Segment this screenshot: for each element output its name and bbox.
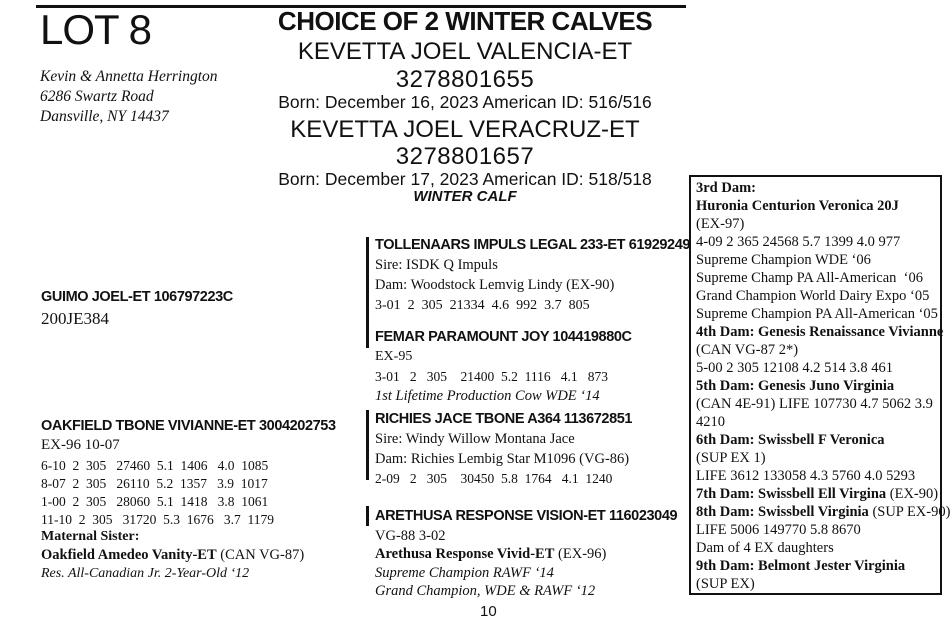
maternal-sister: [41, 547, 304, 564]
d6-record: LIFE 3612 133058 4.3 5760 4.0 5293: [696, 468, 916, 484]
mgd-dam-name: Arethusa Response Vivid-ET: [375, 546, 555, 562]
owner-city: Dansville, NY 14437: [40, 108, 169, 125]
mgd-dam-class: (EX-96): [554, 546, 607, 562]
d4-record: 5-00 2 305 12108 4.2 514 3.8 461: [696, 360, 893, 376]
d3-award-2: Supreme Champ PA All-American ‘06: [696, 270, 924, 286]
mgd-note-2: Grand Champion, WDE & RAWF ‘12: [375, 583, 596, 599]
calf-2-born: Born: December 17, 2023 American ID: 518/518: [278, 169, 652, 189]
mgs-sire: Sire: Windy Willow Montana Jace: [375, 431, 575, 447]
calf-1-born: Born: December 16, 2023 American ID: 516/516: [278, 92, 652, 112]
calf-2-registration: 3278801657: [395, 143, 535, 170]
d7-label: 7th Dam: Swissbell Ell Virgina: [696, 486, 887, 502]
d7-class: (EX-90): [886, 486, 939, 502]
d6-class: (SUP EX 1): [696, 450, 766, 466]
d3-award-3: Grand Champion World Dairy Expo ‘05: [696, 288, 930, 304]
d9-class: (SUP EX): [696, 576, 755, 592]
d5-line-1: (CAN 4E-91) LIFE 107730 4.7 5062 3.9: [696, 396, 933, 412]
sire-name: GUIMO JOEL-ET 106797223C: [41, 289, 233, 305]
maternal-sister-note: Res. All-Canadian Jr. 2-Year-Old ‘12: [41, 566, 250, 581]
pgs-connector: [366, 237, 369, 332]
calf-2-name: KEVETTA JOEL VERACRUZ-ET: [290, 116, 640, 143]
maternal-sister-label: Maternal Sister:: [41, 529, 140, 544]
dam-record-2: 8-07 2 305 26110 5.2 1357 3.9 1017: [41, 476, 268, 491]
owner-street: 6286 Swartz Road: [40, 88, 154, 105]
d8-line: [696, 504, 950, 521]
mgs-name: RICHIES JACE TBONE A364 113672851: [375, 411, 633, 427]
mgd-note-1: Supreme Champion RAWF ‘14: [375, 565, 554, 581]
d3-award-4: Supreme Champion PA All-American ‘05: [696, 306, 938, 322]
lot-number: LOT 8: [40, 6, 151, 53]
sire-code: 200JE384: [41, 309, 109, 328]
d3-record: 4-09 2 365 24568 5.7 1399 4.0 977: [696, 234, 901, 250]
d3-label: 3rd Dam:: [696, 180, 757, 196]
d8-record: LIFE 5006 149770 5.8 8670: [696, 522, 861, 538]
owner-name: Kevin & Annetta Herrington: [40, 68, 218, 85]
pgs-name: TOLLENAARS IMPULS LEGAL 233-ET 61929249: [375, 237, 691, 253]
pgs-record: 3-01 2 305 21334 4.6 992 3.7 805: [375, 298, 590, 313]
calf-1-name: KEVETTA JOEL VALENCIA-ET: [297, 38, 633, 65]
d8-class: (SUP EX-90): [868, 504, 950, 520]
d5-label: 5th Dam: Genesis Juno Virginia: [696, 378, 895, 394]
d3-award-1: Supreme Champion WDE ‘06: [696, 252, 871, 268]
pgd-note: 1st Lifetime Production Cow WDE ‘14: [375, 388, 600, 404]
mgd-name: ARETHUSA RESPONSE VISION-ET 116023049: [375, 508, 678, 524]
mgd-classification: VG-88 3-02: [375, 528, 446, 544]
pgd-record: 3-01 2 305 21400 5.2 1116 4.1 873: [375, 369, 608, 384]
d7-line: [696, 486, 938, 503]
mgs-connector: [366, 410, 369, 480]
mgd-connector: [366, 506, 369, 526]
mgs-dam: Dam: Richies Lembig Star M1096 (VG-86): [375, 451, 630, 467]
dam-classification: EX-96 10-07: [41, 437, 120, 453]
d8-note: Dam of 4 EX daughters: [696, 540, 834, 556]
dam-name: OAKFIELD TBONE VIVIANNE-ET 3004202753: [41, 418, 336, 434]
maternal-sister-class: (CAN VG-87): [216, 547, 305, 563]
pgs-dam: Dam: Woodstock Lemvig Lindy (EX-90): [375, 277, 615, 293]
headline: CHOICE OF 2 WINTER CALVES: [277, 6, 653, 36]
page-number: 10: [480, 603, 497, 620]
dam-record-3: 1-00 2 305 28060 5.1 1418 3.8 1061: [41, 494, 269, 509]
dam-record-1: 6-10 2 305 27460 5.1 1406 4.0 1085: [41, 458, 269, 473]
pgd-name: FEMAR PARAMOUNT JOY 104419880C: [375, 329, 632, 345]
d9-label: 9th Dam: Belmont Jester Virginia: [696, 558, 906, 574]
maternal-sister-name: Oakfield Amedeo Vanity-ET: [41, 547, 217, 563]
dam-record-4: 11-10 2 305 31720 5.3 1676 3.7 1179: [41, 512, 274, 527]
d4-label: 4th Dam: Genesis Renaissance Vivianne: [696, 324, 944, 340]
pgd-classification: EX-95: [375, 349, 413, 364]
d6-label: 6th Dam: Swissbell F Veronica: [696, 432, 885, 448]
calf-type: WINTER CALF: [413, 188, 517, 205]
d5-line-2: 4210: [696, 414, 725, 430]
calf-1-registration: 3278801655: [395, 66, 535, 93]
pgd-connector: [366, 328, 369, 348]
mgs-record: 2-09 2 305 30450 5.8 1764 4.1 1240: [375, 471, 613, 486]
d8-label: 8th Dam: Swissbell Virginia: [696, 504, 869, 520]
d3-name: Huronia Centurion Veronica 20J: [696, 198, 899, 214]
mgd-dam: [375, 546, 606, 563]
d4-class: (CAN VG-87 2*): [696, 342, 799, 358]
d3-class: (EX-97): [696, 216, 745, 232]
pgs-sire: Sire: ISDK Q Impuls: [375, 257, 498, 273]
